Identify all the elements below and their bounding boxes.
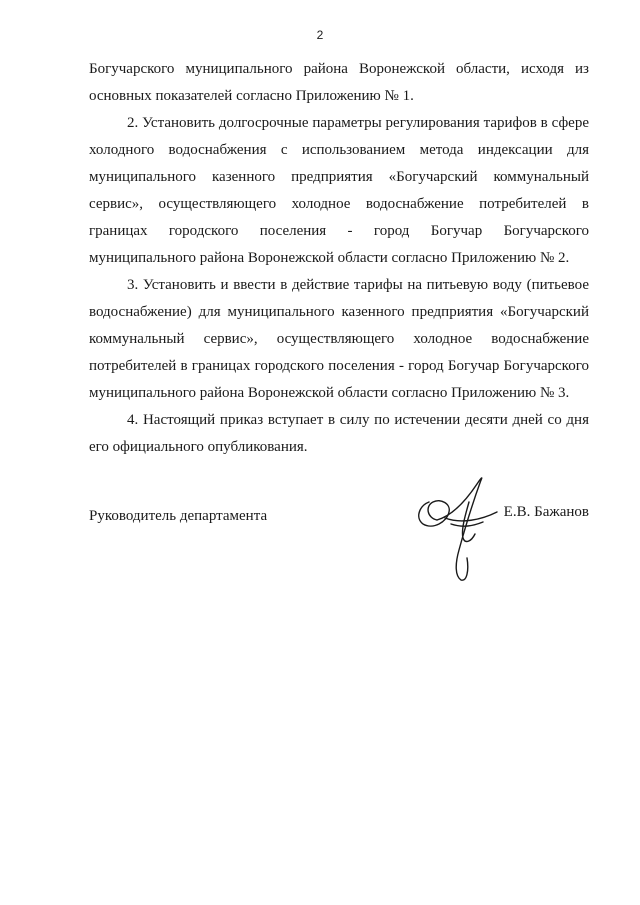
paragraph-continuation: Богучарского муниципального района Воронежской области, исходя из основных показателей согласно Приложению № 1. bbox=[89, 61, 589, 104]
paragraph-item-3: 3. Установить и ввести в действие тарифы на питьевую воду (питьевое водоснабжение) для муниципального казенного предприятия «Богучарский коммунальный сервис», осуществляющего холодное водоснабжение потребителей в границах городского поселения - город Богучар Богучарского муниципального района Воронежской области согласно Приложению № 3. bbox=[89, 277, 589, 401]
paragraph-item-4: 4. Настоящий приказ вступает в силу по истечении десяти дней со дня его официального опубликования. bbox=[89, 412, 589, 455]
document-body bbox=[89, 56, 589, 461]
page-number: 2 bbox=[316, 28, 324, 42]
signatory-name: Е.В. Бажанов bbox=[503, 504, 589, 520]
handwritten-signature-icon bbox=[411, 472, 521, 584]
signatory-title: Руководитель департамента bbox=[89, 508, 268, 524]
signature-block bbox=[89, 480, 589, 590]
paragraph-item-2: 2. Установить долгосрочные параметры регулирования тарифов в сфере холодного водоснабжения с использованием метода индексации для муниципального казенного предприятия «Богучарский коммунальный сервис», осуществляющего холодное водоснабжение потребителей в границах городского поселения - город Богучар Богучарского муниципального района Воронежской области согласно Приложению № 2. bbox=[89, 115, 589, 266]
